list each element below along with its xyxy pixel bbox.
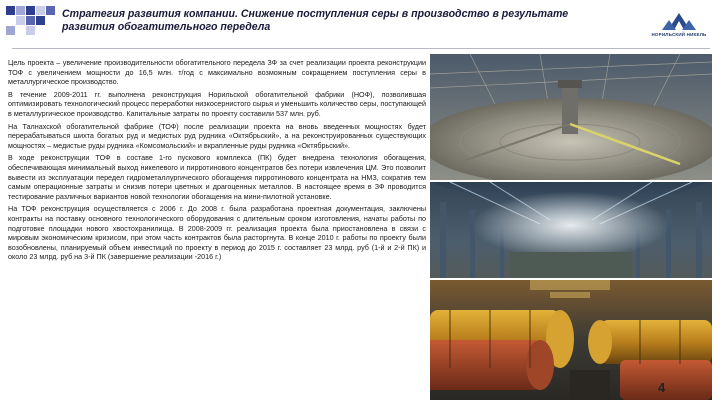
deco-square [36,6,45,15]
photo-collage [430,54,712,400]
ball-mills-photo [430,280,712,400]
slide-title [62,8,622,34]
deco-square [36,16,45,25]
company-logo [648,10,710,44]
deco-square [16,6,25,15]
title-line-2: развития обогатительного передела [62,21,271,33]
deco-square [26,6,35,15]
deco-square [6,6,15,15]
deco-square [6,26,15,35]
deco-square [16,16,25,25]
plant-hall-photo [430,182,712,278]
paragraph: В ходе реконструкции ТОФ в составе 1-го пускового комплекса (ПК) будет внедрена технология обогащения, обеспечивающая минимальный выход никелевого и пирротинового концентратов без потери извлечения ЦМ. Это позволит вывести из эксплуатации передел гидрометаллургического обогащения пирротинового концентрата на НМЗ, сократив тем самым операционные затраты и снизив потери цветных и драгоценных металлов. В настоящее время в ЗФ проводится тестирование различных вариантов новой технологии обогащения на мини-пилотной установке. [8,153,426,201]
title-divider [12,48,710,49]
body-text [8,58,426,265]
thickener-photo [430,54,712,180]
logo-mountain-icon [648,10,710,32]
deco-square [26,16,35,25]
page-number: 4 [658,380,666,395]
deco-square [26,26,35,35]
deco-square [46,6,55,15]
paragraph: В течение 2009-2011 гг. выполнена реконструкция Норильской обогатительной фабрики (НОФ), позволившая оптимизировать технологический процесс переработки низкосернистого сырья и уменьшить количество серы, поступающей в металлургическое производство. Капитальные затраты по проекту составили 537 млн. руб. [8,89,426,118]
paragraph: Цель проекта – увеличение производительности обогатительного передела ЗФ за счет реализации проекта реконструкции ТОФ с увеличением мощности до 16,5 млн. т/год с максимально возможным сокращением поступления серы в металлургическое производство. [8,58,426,87]
logo-text: НОРИЛЬСКИЙ НИКЕЛЬ [651,32,707,37]
paragraph: На Талнахской обогатительной фабрике (ТОФ) после реализации проекта на вновь введенных мощностях будет перерабатываться шихта богатых руд и медистых руд рудника «Октябрьский», а на реконструированных существующих мощностях – медистые руды рудника «Комсомольский» и вкрапленные руды рудника «Октябрьский». [8,121,426,150]
paragraph: На ТОФ реконструкция осуществляется с 2006 г. До 2008 г. была разработана проектная документация, заключены контракты на поставку основного технологического оборудования с длительным сроком изготовления, начаты работы по подготовке площадки нового хвостохранилища. В 2008-2009 гг. реализация проекта была приостановлена в связи с мировым экономическим кризисом, при этом часть контрактов была расторгнута. В конце 2010 г. работы по проекту были возобновлены, планируемый объем инвестиций по проекту в период до 2015 г. составляет 23 млрд. руб (1-й и 2-й ПК) и около 23 млрд. руб на 3-й ПК (завершение реализации -2016 г.) [8,204,426,262]
title-line-1: Стратегия развития компании. Снижение поступления серы в производство в результате [62,8,569,20]
